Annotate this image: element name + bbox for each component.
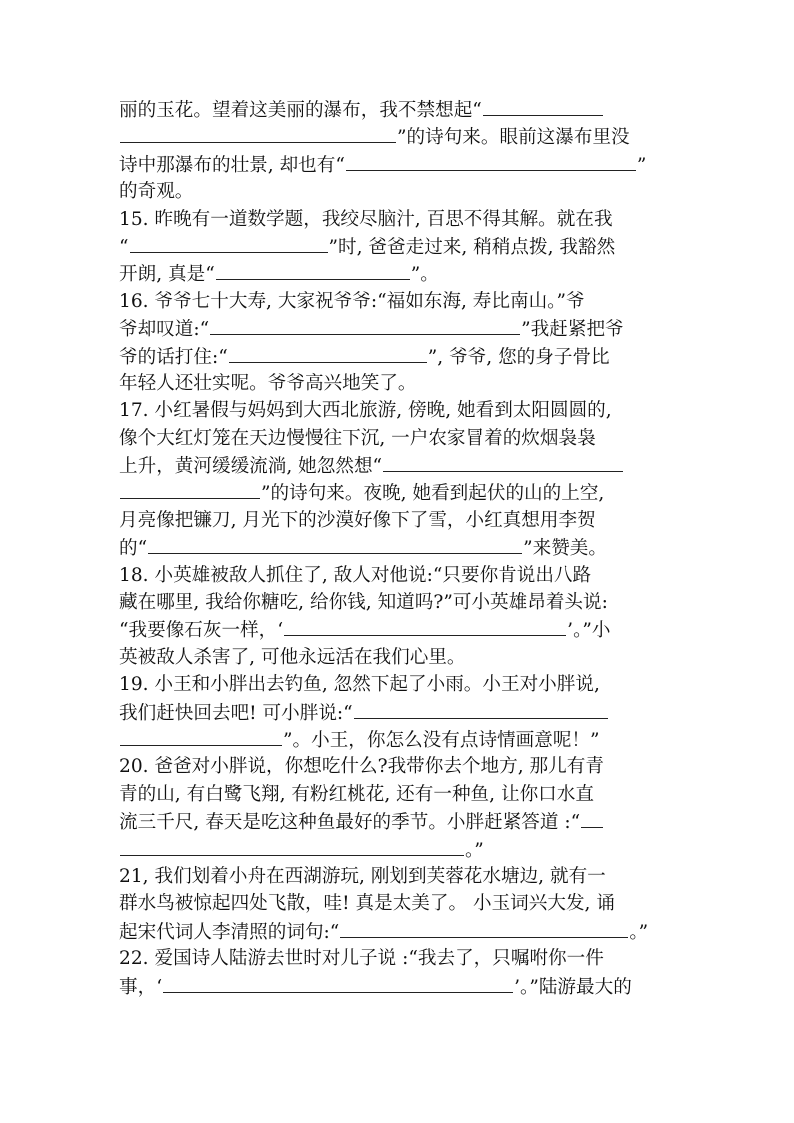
line-text: “我要像石灰一样，‘ [119, 620, 284, 642]
answer-blank[interactable] [581, 808, 603, 828]
line-text: 像个大红灯笼在天边慢慢往下沉, 一户农家冒着的炊烟袅袅 [119, 427, 596, 449]
line-text: 18. 小英雄被敌人抓住了, 敌人对他说:“只要你肯说出八路 [119, 564, 592, 586]
answer-blank[interactable] [120, 836, 464, 856]
answer-blank[interactable] [229, 343, 427, 363]
text-line [119, 288, 709, 315]
line-text: 丽的玉花。望着这美丽的瀑布，我不禁想起“ [119, 100, 482, 121]
line-text: ”的诗句来。夜晚, 她看到起伏的山的上空, [261, 483, 605, 505]
line-text: ”的诗句来。眼前这瀑布里没 [397, 127, 630, 149]
text-line [119, 178, 709, 205]
line-text: ”来赞美。 [523, 538, 607, 560]
text-line [119, 616, 709, 643]
text-line [119, 973, 709, 1000]
line-text: 21, 我们划着小舟在西湖游玩, 刚划到芙蓉花水塘边, 就有一 [119, 865, 606, 887]
line-text: 20. 爸爸对小胖说，你想吃什么?我带你去个地方, 那儿有青 [119, 756, 604, 778]
text-line [119, 836, 709, 863]
answer-blank[interactable] [483, 96, 603, 116]
line-text: “ [119, 236, 129, 258]
text-line [119, 425, 709, 452]
text-line [119, 206, 709, 233]
line-text: 。” [465, 839, 484, 861]
text-line [119, 918, 709, 945]
line-text: 16. 爷爷七十大寿, 大家祝爷爷:“福如东海, 寿比南山。”爷 [119, 290, 585, 312]
line-text: 英被敌人杀害了, 可他永远活在我们心里。 [119, 646, 466, 668]
line-text: 17. 小红暑假与妈妈到大西北旅游, 傍晚, 她看到太阳圆圆的, [119, 400, 612, 422]
worksheet-text [119, 96, 709, 1000]
line-text: 事，‘ [119, 976, 163, 998]
text-line [119, 123, 709, 150]
text-line [119, 726, 709, 753]
line-text: 流三千尺, 春天是吃这种鱼最好的季节。小胖赶紧答道 :“ [119, 812, 581, 834]
text-line [119, 260, 709, 287]
line-text: ” [636, 154, 647, 176]
text-line [119, 945, 709, 972]
answer-blank[interactable] [148, 534, 522, 554]
text-line [119, 151, 709, 178]
text-line [119, 699, 709, 726]
text-line [119, 452, 709, 479]
line-text: ”。 [410, 264, 439, 286]
line-text: 爷的话打住:“ [119, 346, 228, 368]
answer-blank[interactable] [120, 123, 396, 143]
line-text: 起宋代词人李清照的词句:“ [119, 921, 340, 943]
line-text: 的奇观。 [119, 181, 194, 203]
text-line [119, 863, 709, 890]
text-line [119, 753, 709, 780]
answer-blank[interactable] [354, 699, 608, 719]
line-text: ”, 爷爷, 您的身子骨比 [427, 346, 610, 368]
answer-blank[interactable] [383, 452, 623, 472]
answer-blank[interactable] [216, 260, 410, 280]
line-text: 15. 昨晚有一道数学题，我绞尽脑汁, 百思不得其解。就在我 [119, 208, 613, 230]
line-text: 的“ [119, 538, 148, 560]
line-text: 诗中那瀑布的壮景, 却也有“ [119, 154, 345, 176]
line-text: ’。”陆游最大的 [514, 976, 632, 998]
text-line [119, 562, 709, 589]
text-line [119, 589, 709, 616]
text-line [119, 890, 709, 917]
answer-blank[interactable] [163, 973, 513, 993]
text-line [119, 534, 709, 561]
answer-blank[interactable] [346, 151, 636, 171]
text-line [119, 315, 709, 342]
answer-blank[interactable] [210, 315, 520, 335]
line-text: 19. 小王和小胖出去钓鱼, 忽然下起了小雨。小王对小胖说, [119, 674, 600, 696]
line-text: 。” [629, 921, 649, 943]
line-text: 22. 爱国诗人陆游去世时对儿子说 :“我去了，只嘱咐你一件 [119, 948, 604, 970]
text-line [119, 233, 709, 260]
text-line [119, 644, 709, 671]
answer-blank[interactable] [130, 233, 328, 253]
text-line [119, 96, 709, 123]
line-text: 上升，黄河缓缓流淌, 她忽然想“ [119, 456, 383, 478]
text-line [119, 370, 709, 397]
answer-blank[interactable] [284, 616, 566, 636]
line-text: ”。小王，你怎么没有点诗情画意呢！” [283, 729, 600, 751]
text-line [119, 671, 709, 698]
line-text: 群水鸟被惊起四处飞散，哇! 真是太美了。 小玉词兴大发, 诵 [119, 893, 615, 915]
text-line [119, 781, 709, 808]
answer-blank[interactable] [120, 479, 260, 499]
line-text: 藏在哪里, 我给你糖吃, 给你钱, 知道吗?”可小英雄昂着头说: [119, 592, 608, 614]
line-text: 年轻人还壮实呢。爷爷高兴地笑了。 [119, 372, 417, 394]
line-text: ”我赶紧把爷 [521, 319, 624, 341]
line-text: 青的山, 有白鹭飞翔, 有粉红桃花, 还有一种鱼, 让你口水直 [119, 783, 594, 805]
line-text: ’。”小 [567, 620, 611, 642]
line-text: ”时, 爸爸走过来, 稍稍点拨, 我豁然 [328, 236, 616, 258]
line-text: 爷却叹道:“ [119, 319, 210, 341]
text-line [119, 808, 709, 835]
text-line [119, 507, 709, 534]
answer-blank[interactable] [340, 918, 628, 938]
text-line [119, 397, 709, 424]
text-line [119, 343, 709, 370]
line-text: 我们赶快回去吧! 可小胖说:“ [119, 702, 353, 724]
line-text: 开朗, 真是“ [119, 264, 215, 286]
text-line [119, 479, 709, 506]
line-text: 月亮像把镰刀, 月光下的沙漠好像下了雪，小红真想用李贺 [119, 509, 596, 531]
answer-blank[interactable] [120, 726, 282, 746]
